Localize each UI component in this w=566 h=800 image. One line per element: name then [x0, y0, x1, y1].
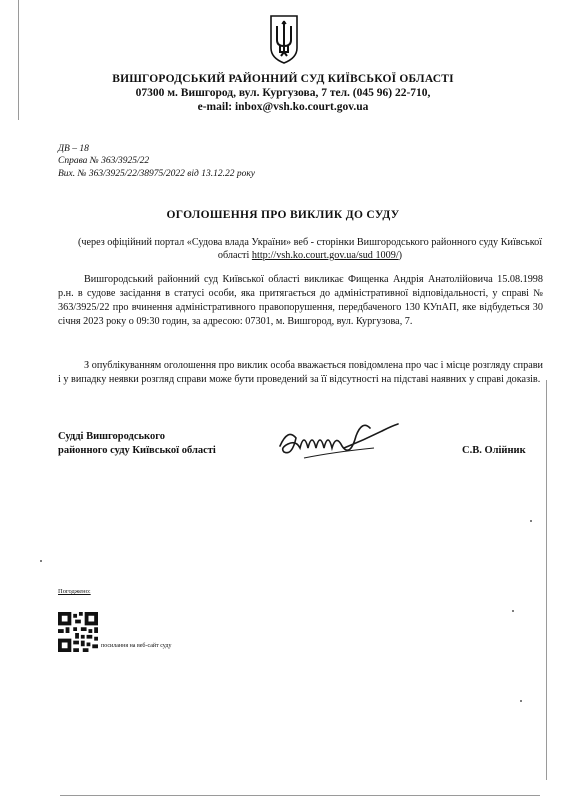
scan-edge-line [18, 0, 19, 120]
scan-edge-line [546, 380, 547, 780]
summons-paragraph: Вишгородський районний суд Київської області викликає Фищенка Андрія Анатолійовича 15.08.1998 р.н. в судове засідання в статусі особи, яка притягається до адміністративної відповідальності, у справі № 363/3925/22 про вчинення адміністративного правопорушення, передбаченого 130 КУпАП, яке відбудеться 30 січня 2023 року о 09:30 годин, за адресою: 07301, м. Вишгород, вул. Кургузова, 7. [58, 274, 543, 327]
court-name: ВИШГОРОДСЬКИЙ РАЙОННИЙ СУД КИЇВСЬКОЇ ОБЛАСТІ [112, 73, 454, 85]
court-address: 07300 м. Вишгород, вул. Кургузова, 7 тел. (045 96) 22-710, [135, 87, 431, 99]
agreed-label: Погоджено: [58, 588, 91, 595]
document-code: ДВ – 18 [58, 144, 89, 154]
scan-speck [520, 700, 522, 702]
portal-link[interactable]: http://vsh.ko.court.gov.ua/sud 1009/ [251, 250, 399, 261]
handwritten-signature [274, 418, 404, 468]
document-title: ОГОЛОШЕННЯ ПРО ВИКЛИК ДО СУДУ [166, 209, 400, 221]
judge-name: С.В. Олійник [462, 445, 526, 456]
notice-paragraph: З опублікуванням оголошення про виклик особа вважається повідомлена про час і місце розгляду справи і у випадку неявки розгляд справи може бути проведений за її відсутності на підставі наявних у справі доказів. [58, 360, 543, 385]
coat-of-arms-icon [268, 14, 300, 64]
scan-speck [40, 560, 42, 562]
scan-speck [530, 520, 532, 522]
qr-code-icon[interactable] [58, 612, 98, 652]
judge-title-line1: Судді Вишгородського [58, 431, 165, 442]
case-number: Справа № 363/3925/22 [58, 156, 150, 166]
scan-bottom-line [60, 795, 540, 796]
judge-title-line2: районного суду Київської області [58, 445, 216, 456]
court-email[interactable]: e-mail: inbox@vsh.ko.court.gov.ua [197, 101, 369, 113]
outgoing-number: Вих. № 363/3925/22/38975/2022 від 13.12.22 року [58, 169, 256, 179]
portal-note-close: ) [398, 250, 403, 261]
portal-note-text: (через офіційний портал «Судова влада України» веб - сторінки Вишгородського районного суду Київської області [77, 237, 543, 261]
qr-note: посилання на веб-сайт суду [101, 643, 172, 649]
judge-title [58, 430, 216, 458]
portal-note [75, 236, 545, 262]
scan-speck [512, 610, 514, 612]
